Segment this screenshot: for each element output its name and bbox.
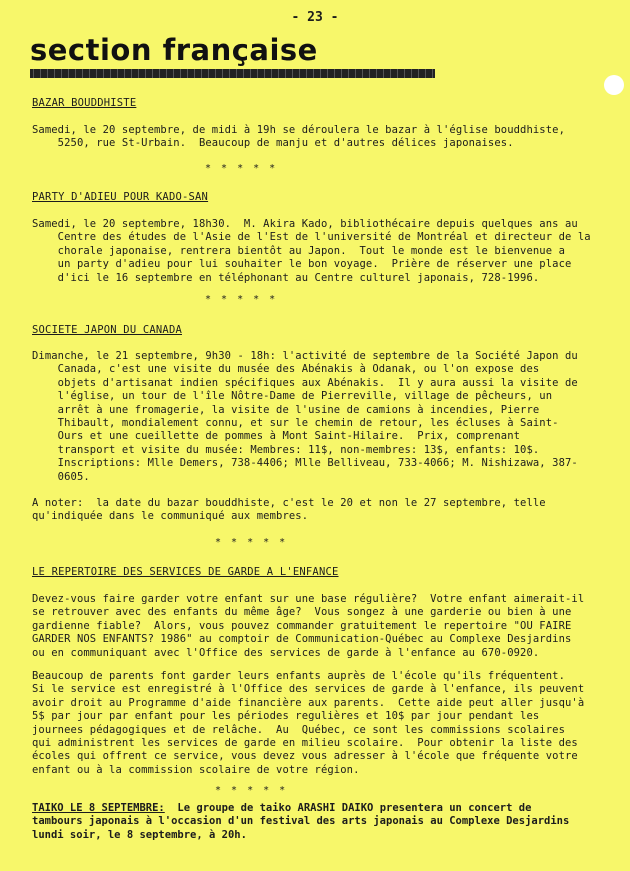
- heading-bazar-bouddhiste: BAZAR BOUDDHISTE: [32, 97, 137, 109]
- separator-stars: * * * * *: [205, 163, 278, 174]
- separator-stars: * * * * *: [205, 294, 278, 305]
- title-underline-bar: [30, 69, 435, 78]
- paragraph-note: [32, 497, 546, 524]
- text-line: 5250, rue St-Urbain. Beaucoup de manju et d'autres délices japonaises.: [32, 137, 514, 150]
- text-line: d'ici le 16 septembre en téléphonant au Centre culturel japonais, 728-1996.: [32, 271, 540, 284]
- taiko-line1: Le groupe de taiko ARASHI DAIKO presentera un concert de: [164, 802, 532, 814]
- text-line: Samedi, le 20 septembre, de midi à 19h se déroulera le bazar à l'église bouddhiste,: [32, 124, 565, 136]
- section-title: section française: [30, 33, 318, 67]
- text-line: avoir droit au Programme d'aide financière aux parents. Cette aide peut aller jusqu'à: [32, 696, 585, 709]
- paragraph-societe: [32, 350, 578, 484]
- text-line: se retrouver avec des enfants du même âge? Vous songez à une garderie ou bien à une: [32, 606, 572, 619]
- text-line: qui administrent les services de garde en milieu scolaire. Pour obtenir la liste des: [32, 737, 578, 750]
- text-line: 5$ par jour par enfant pour les périodes regulières et 10$ par jour pendant les: [32, 710, 540, 723]
- text-line: enfant ou à la commission scolaire de votre région.: [32, 763, 360, 776]
- text-line: chorale japonaise, rentrera bientôt au Japon. Tout le monde est le bienvenue a: [32, 244, 565, 257]
- text-line: 0605.: [32, 470, 90, 483]
- text-line: GARDER NOS ENFANTS? 1986" au comptoir de Communication-Québec au Complexe Desjardins: [32, 633, 572, 646]
- paragraph-bazar: [32, 124, 565, 151]
- text-line: écoles qui offrent ce service, vous devez vous adresser à l'école que fréquente votre: [32, 750, 578, 763]
- taiko-lead: TAIKO LE 8 SEPTEMBRE:: [32, 802, 165, 814]
- text-line: Inscriptions: Mlle Demers, 738-4406; Mlle Belliveau, 733-4066; M. Nishizawa, 387-: [32, 457, 578, 470]
- text-line: Beaucoup de parents font garder leurs enfants auprès de l'école qu'ils fréquentent.: [32, 670, 565, 682]
- separator-stars: * * * * *: [215, 785, 288, 796]
- text-line: gardienne fiable? Alors, vous pouvez commander gratuitement le repertoire "OU FAIRE: [32, 619, 572, 632]
- text-line: Samedi, le 20 septembre, 18h30. M. Akira Kado, bibliothécaire depuis quelques ans au: [32, 218, 578, 230]
- text-line: qu'indiquée dans le communiqué aux membres.: [32, 510, 309, 523]
- text-line: A noter: la date du bazar bouddhiste, c'est le 20 et non le 27 septembre, telle: [32, 497, 546, 509]
- text-line: Ours et une cueillette de pommes à Mont Saint-Hilaire. Prix, comprenant: [32, 430, 521, 443]
- text-line: Centre des études de l'Asie de l'Est de l'université de Montréal et directeur de la: [32, 231, 591, 244]
- text-line: arrêt à une fromagerie, la visite de l'usine de camions à incendies, Pierre: [32, 403, 540, 416]
- text-line: un party d'adieu pour lui souhaiter le bon voyage. Prière de réserver une place: [32, 258, 572, 271]
- text-line: transport et visite du musée: Membres: 11$, non-membres: 13$, enfants: 10$.: [32, 443, 540, 456]
- heading-party-adieu: PARTY D'ADIEU POUR KADO-SAN: [32, 191, 209, 203]
- text-line: Thibault, mondialement connu, et sur le chemin de retour, les écluses à Saint-: [32, 417, 559, 430]
- taiko-line2: tambours japonais à l'occasion d'un festival des arts japonais au Complexe Desjardins: [32, 815, 570, 828]
- paragraph-party: [32, 218, 591, 285]
- punch-hole: [604, 75, 624, 95]
- paragraph-garde-1: [32, 593, 584, 660]
- taiko-line3: lundi soir, le 8 septembre, à 20h.: [32, 828, 247, 841]
- text-line: Devez-vous faire garder votre enfant sur une base régulière? Votre enfant aimerait-il: [32, 593, 585, 605]
- text-line: l'église, un tour de l'île Nôtre-Dame de Pierreville, village de pêcheurs, un: [32, 390, 553, 403]
- text-line: Canada, c'est une visite du musée des Abénakis à Odanak, ou l'on expose des: [32, 363, 540, 376]
- separator-stars: * * * * *: [215, 537, 288, 548]
- heading-societe-japon: SOCIETE JAPON DU CANADA: [32, 324, 182, 336]
- heading-repertoire-garde: LE REPERTOIRE DES SERVICES DE GARDE A L'ENFANCE: [32, 566, 339, 578]
- paragraph-garde-2: [32, 670, 584, 777]
- text-line: journees pédagogiques et de relâche. Au Québec, ce sont les commissions scolaires: [32, 723, 565, 736]
- taiko-announcement: [32, 802, 569, 842]
- text-line: objets d'artisanat indien spécifiques aux Abénakis. Il y aura aussi la visite de: [32, 376, 578, 389]
- text-line: ou en communiquant avec l'Office des services de garde à l'enfance au 670-0920.: [32, 646, 540, 659]
- text-line: Dimanche, le 21 septembre, 9h30 - 18h: l'activité de septembre de la Société Japon du: [32, 350, 578, 362]
- page-number: - 23 -: [291, 10, 339, 25]
- text-line: Si le service est enregistré à l'Office des services de garde à l'enfance, ils peuvent: [32, 683, 585, 696]
